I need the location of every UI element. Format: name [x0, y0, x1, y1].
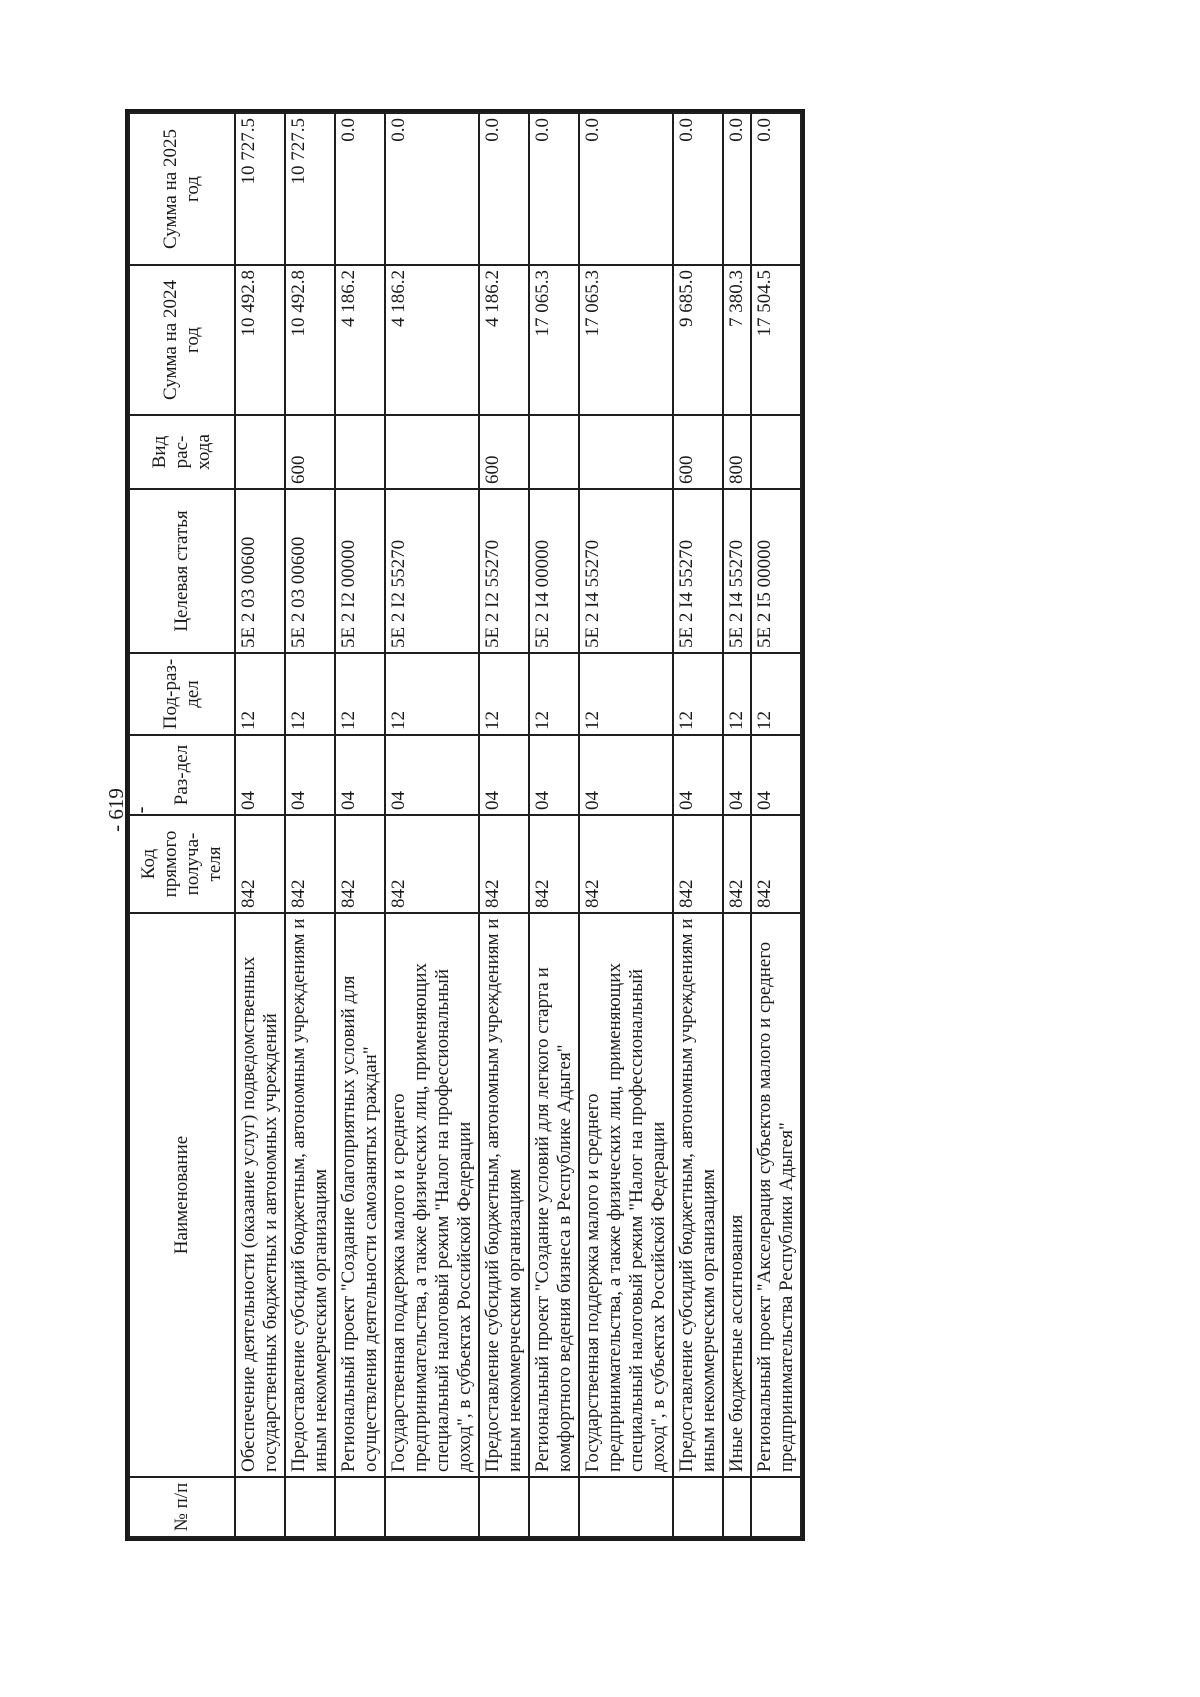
cell-kind	[235, 415, 285, 489]
cell-article: 5Е 2 I2 55270	[479, 489, 529, 653]
cell-kind: 800	[723, 415, 751, 489]
cell-num	[723, 1477, 751, 1537]
cell-name: Иные бюджетные ассигнования	[723, 913, 751, 1477]
cell-sum-2025: 0.0	[335, 113, 385, 265]
table-row	[529, 113, 579, 1537]
header-num: № п/п	[129, 1477, 235, 1537]
cell-sum-2024: 4 186.2	[479, 265, 529, 415]
header-code: Код прямого получа-теля	[129, 815, 235, 913]
header-sum-2025: Сумма на 2025 год	[129, 113, 235, 265]
cell-article: 5Е 2 I4 55270	[673, 489, 723, 653]
cell-sum-2024: 17 065.3	[579, 265, 673, 415]
cell-kind	[751, 415, 801, 489]
table-row	[579, 113, 673, 1537]
cell-sum-2024: 9 685.0	[673, 265, 723, 415]
cell-section: 04	[479, 735, 529, 815]
cell-kind	[385, 415, 479, 489]
cell-code: 842	[723, 815, 751, 913]
cell-sum-2025: 0.0	[385, 113, 479, 265]
cell-subsection: 12	[385, 653, 479, 735]
header-section: Раз-дел	[129, 735, 235, 815]
cell-subsection: 12	[235, 653, 285, 735]
cell-article: 5Е 2 I4 55270	[579, 489, 673, 653]
cell-num	[385, 1477, 479, 1537]
header-kind: Вид рас-хода	[129, 415, 235, 489]
cell-name: Региональный проект "Создание условий для легкого старта и комфортного ведения бизнеса в Республике Адыгея"	[529, 913, 579, 1477]
cell-subsection: 12	[579, 653, 673, 735]
cell-num	[235, 1477, 285, 1537]
cell-subsection: 12	[673, 653, 723, 735]
cell-num	[751, 1477, 801, 1537]
cell-code: 842	[285, 815, 335, 913]
cell-sum-2025: 0.0	[673, 113, 723, 265]
cell-section: 04	[529, 735, 579, 815]
cell-name: Предоставление субсидий бюджетным, автономным учреждениям и иным некоммерческим организациям	[673, 913, 723, 1477]
cell-sum-2025: 0.0	[529, 113, 579, 265]
cell-section: 04	[385, 735, 479, 815]
table-row	[285, 113, 335, 1537]
table-row	[235, 113, 285, 1537]
header-sum-2024: Сумма на 2024 год	[129, 265, 235, 415]
cell-sum-2024: 17 065.3	[529, 265, 579, 415]
cell-name: Обеспечение деятельности (оказание услуг) подведомственных государственных бюджетных и автономных учреждений	[235, 913, 285, 1477]
cell-sum-2025: 10 727.5	[285, 113, 335, 265]
cell-subsection: 12	[751, 653, 801, 735]
cell-num	[673, 1477, 723, 1537]
cell-article: 5Е 2 I4 55270	[723, 489, 751, 653]
cell-subsection: 12	[285, 653, 335, 735]
cell-article: 5Е 2 I4 00000	[529, 489, 579, 653]
cell-name: Региональный проект "Создание благоприятных условий для осуществления деятельности самозанятых граждан"	[335, 913, 385, 1477]
cell-code: 842	[385, 815, 479, 913]
cell-subsection: 12	[723, 653, 751, 735]
cell-section: 04	[751, 735, 801, 815]
table-row	[723, 113, 751, 1537]
cell-sum-2024: 4 186.2	[335, 265, 385, 415]
cell-sum-2024: 10 492.8	[235, 265, 285, 415]
cell-subsection: 12	[529, 653, 579, 735]
cell-article: 5Е 2 I2 00000	[335, 489, 385, 653]
cell-sum-2024: 7 380.3	[723, 265, 751, 415]
cell-section: 04	[579, 735, 673, 815]
rotated-table-wrapper	[128, 114, 1012, 1538]
header-name: Наименование	[129, 913, 235, 1477]
cell-name: Региональный проект "Акселерация субъектов малого и среднего предпринимательства Республики Адыгея"	[751, 913, 801, 1477]
cell-code: 842	[579, 815, 673, 913]
cell-num	[579, 1477, 673, 1537]
table-header-row	[129, 113, 235, 1537]
header-subsection: Под-раз-дел	[129, 653, 235, 735]
cell-sum-2025: 0.0	[579, 113, 673, 265]
cell-sum-2025: 0.0	[723, 113, 751, 265]
cell-name: Предоставление субсидий бюджетным, автономным учреждениям и иным некоммерческим организациям	[479, 913, 529, 1477]
table-row	[751, 113, 801, 1537]
cell-code: 842	[529, 815, 579, 913]
table-row	[385, 113, 479, 1537]
cell-kind	[529, 415, 579, 489]
budget-table	[128, 112, 802, 1538]
cell-num	[529, 1477, 579, 1537]
cell-subsection: 12	[335, 653, 385, 735]
cell-code: 842	[751, 815, 801, 913]
cell-sum-2024: 4 186.2	[385, 265, 479, 415]
cell-sum-2025: 10 727.5	[235, 113, 285, 265]
cell-article: 5Е 2 03 00600	[235, 489, 285, 653]
cell-name: Предоставление субсидий бюджетным, автономным учреждениям и иным некоммерческим организациям	[285, 913, 335, 1477]
cell-sum-2024: 17 504.5	[751, 265, 801, 415]
cell-section: 04	[723, 735, 751, 815]
cell-num	[479, 1477, 529, 1537]
table-row	[479, 113, 529, 1537]
cell-kind: 600	[479, 415, 529, 489]
cell-kind	[579, 415, 673, 489]
cell-kind: 600	[285, 415, 335, 489]
cell-article: 5Е 2 I2 55270	[385, 489, 479, 653]
cell-sum-2025: 0.0	[751, 113, 801, 265]
cell-section: 04	[673, 735, 723, 815]
cell-kind	[335, 415, 385, 489]
cell-section: 04	[235, 735, 285, 815]
cell-section: 04	[285, 735, 335, 815]
cell-name: Государственная поддержка малого и среднего предпринимательства, а также физических лиц, применяющих специальный налоговый режим "Налог на профессиональный доход", в субъектах Российской Федерации	[579, 913, 673, 1477]
cell-code: 842	[335, 815, 385, 913]
cell-name: Государственная поддержка малого и среднего предпринимательства, а также физических лиц, применяющих специальный налоговый режим "Налог на профессиональный доход", в субъектах Российской Федерации	[385, 913, 479, 1477]
cell-article: 5Е 2 I5 00000	[751, 489, 801, 653]
cell-num	[335, 1477, 385, 1537]
table-row	[335, 113, 385, 1537]
table-row	[673, 113, 723, 1537]
page-number: - 619 -	[104, 788, 152, 832]
cell-code: 842	[673, 815, 723, 913]
cell-sum-2025: 0.0	[479, 113, 529, 265]
cell-code: 842	[479, 815, 529, 913]
cell-article: 5Е 2 03 00600	[285, 489, 335, 653]
cell-kind: 600	[673, 415, 723, 489]
cell-subsection: 12	[479, 653, 529, 735]
cell-num	[285, 1477, 335, 1537]
cell-sum-2024: 10 492.8	[285, 265, 335, 415]
cell-section: 04	[335, 735, 385, 815]
header-article: Целевая статья	[129, 489, 235, 653]
cell-code: 842	[235, 815, 285, 913]
